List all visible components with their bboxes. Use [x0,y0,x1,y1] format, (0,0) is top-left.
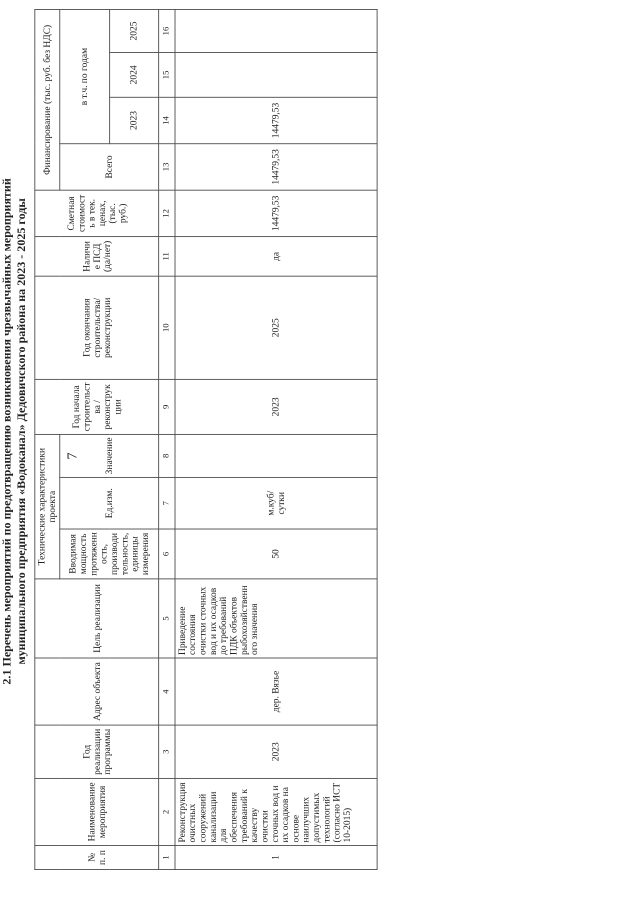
header-value: Значение [60,434,159,477]
document-title [0,0,29,870]
header-address: Адрес объекта [35,658,159,725]
column-number: 9 [159,379,175,434]
cell-value [175,434,377,477]
column-number: 6 [159,529,175,579]
title-line-1: 2.1 Перечень мероприятий по предотвращению возникновения чрезвычайных мероприятий [0,178,14,685]
cell-2023: 14479,53 [175,97,377,143]
cell-num: 1 [175,845,377,869]
column-number: 13 [159,144,175,190]
cell-goal: Приведение состояния очистки сточных вод и их осадков до требований ПДК объектов рыбохозяйственного значения [175,579,377,658]
cell-estimate: 14479,53 [175,190,377,236]
column-numbers-row [159,10,175,870]
column-number: 16 [159,10,175,53]
column-number: 11 [159,237,175,277]
column-number: 4 [159,658,175,725]
cell-name: Реконструкция очистных сооружений канализации для обеспечения требований к качеству очистки сточных вод и их осадков на основе наилучших допустимых технологий (согласно ИСТ 10-2015) [175,778,377,845]
column-number: 5 [159,579,175,658]
column-number: 2 [159,778,175,845]
column-number: 12 [159,190,175,236]
column-number: 10 [159,276,175,379]
cell-2024 [175,53,377,98]
cell-unit: м.куб/сутки [175,477,377,529]
cell-psd: да [175,237,377,277]
cell-total: 14479,53 [175,144,377,190]
cell-start: 2023 [175,379,377,434]
cell-2025 [175,10,377,53]
column-number: 8 [159,434,175,477]
measures-table [34,9,377,870]
table-row [175,10,377,870]
column-number: 15 [159,53,175,98]
header-by-years: в т.ч. по годам [60,10,109,144]
column-number: 7 [159,477,175,529]
header-tech: Технические характеристики проекта [35,434,60,579]
header-start: Год начала строительства /реконструкции [35,379,159,434]
cell-capacity: 50 [175,529,377,579]
cell-address: дер. Вязье [175,658,377,725]
header-year: Год реализации программы [35,725,159,778]
cell-end: 2025 [175,276,377,379]
column-number: 14 [159,97,175,143]
header-2025: 2025 [109,10,158,53]
header-2023: 2023 [109,97,158,143]
header-psd: Наличие ПСД (да/нет) [35,237,159,277]
column-number: 3 [159,725,175,778]
header-capacity: Вводимая мощность протяженность, производительность, единицы измерения [60,529,159,579]
header-total: Всего [60,144,159,190]
page-number: 7 [65,452,81,460]
header-2024: 2024 [109,53,158,98]
header-unit: Ед.изм. [60,477,159,529]
cell-year: 2023 [175,725,377,778]
header-estimate: Сметная стоимость в тек. ценах, (тыс. руб.) [35,190,159,236]
header-finance: Финансирование (тыс. руб. без НДС) [35,10,60,191]
header-name: Наименование мероприятия [35,778,159,845]
column-number: 1 [159,845,175,869]
header-end: Год окончания строительства/реконструкции [35,276,159,379]
header-goal: Цель реализации [35,579,159,658]
title-line-2: муниципального предприятия «Водоканал» Дедовичского района на 2023 - 2025 годы [15,198,29,665]
header-num: № п. п [35,845,159,869]
